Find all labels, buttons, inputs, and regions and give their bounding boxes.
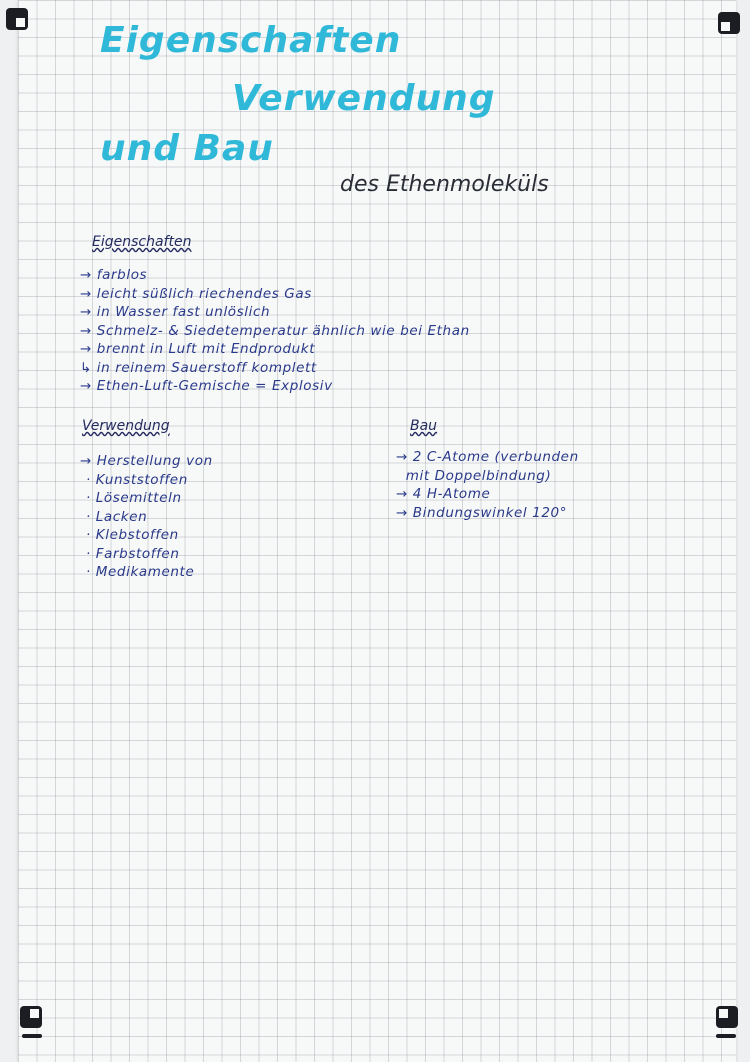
list-item: → Bindungswinkel 120° — [396, 504, 568, 521]
title-line-verwendung: Verwendung — [232, 78, 496, 119]
list-item: · Farbstoffen — [86, 545, 180, 562]
list-item: · Klebstoffen — [86, 527, 179, 543]
scan-corner-marker-bottom-left — [20, 1006, 42, 1028]
heading-verwendung: Verwendung — [82, 418, 170, 434]
scan-corner-bar-bottom-right — [716, 1034, 736, 1038]
list-item: mit Doppelbindung) — [396, 467, 552, 484]
title-line-eigenschaften: Eigenschaften — [100, 20, 402, 61]
list-item: → leicht süßlich riechendes Gas — [80, 285, 312, 302]
heading-bau: Bau — [410, 418, 438, 434]
list-item: · Lacken — [86, 508, 148, 525]
list-item: → brennt in Luft mit Endprodukt — [80, 341, 316, 357]
list-item-intro: → Herstellung von — [80, 453, 213, 469]
scan-corner-marker-top-right — [718, 12, 740, 34]
verwendung-list — [80, 452, 213, 582]
scan-corner-marker-bottom-right — [716, 1006, 738, 1028]
list-item: · Lösemitteln — [86, 490, 182, 506]
heading-eigenschaften: Eigenschaften — [92, 234, 192, 250]
list-item: → 4 H-Atome — [396, 486, 491, 502]
title-line-und-bau: und Bau — [100, 128, 274, 169]
list-item: → Schmelz- & Siedetemperatur ähnlich wie bei Ethan — [80, 322, 470, 339]
eigenschaften-list — [80, 266, 470, 396]
scan-corner-marker-top-left — [6, 8, 28, 30]
list-item: → 2 C-Atome (verbunden — [396, 449, 579, 465]
list-item: ↳ in reinem Sauerstoff komplett — [80, 359, 317, 376]
list-item: → in Wasser fast unlöslich — [80, 304, 271, 320]
page-subtitle: des Ethenmoleküls — [340, 172, 549, 197]
list-item: · Kunststoffen — [86, 471, 188, 488]
bau-list — [396, 448, 579, 522]
list-item: → farblos — [80, 267, 148, 283]
scan-corner-bar-bottom-left — [22, 1034, 42, 1038]
list-item: → Ethen-Luft-Gemische = Explosiv — [80, 378, 333, 394]
list-item: · Medikamente — [86, 564, 195, 580]
